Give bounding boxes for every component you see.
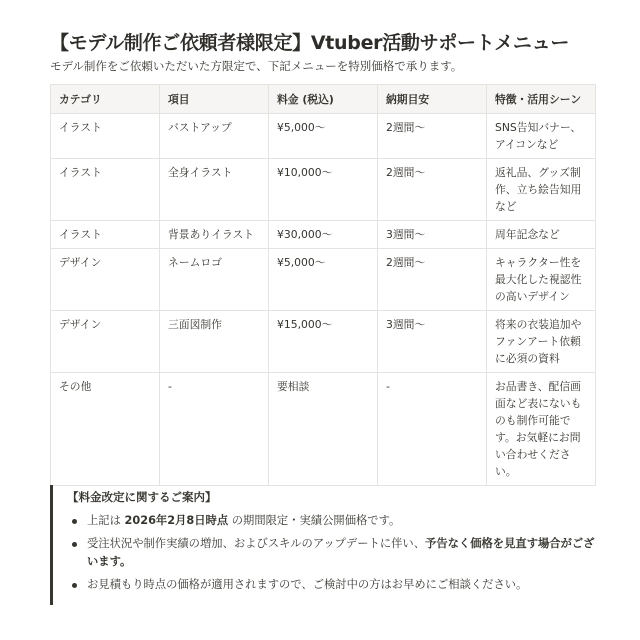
cell-delivery: 3週間〜	[378, 311, 487, 373]
cell-category: イラスト	[51, 221, 160, 249]
header-price: 料金 (税込)	[269, 85, 378, 114]
notice-item-emphasis: 予告なく価格を見直す場合がございます。	[87, 537, 595, 568]
bullet-icon	[72, 542, 77, 547]
cell-delivery: 2週間〜	[378, 114, 487, 159]
cell-price: ¥5,000〜	[269, 249, 378, 311]
cell-features: 将来の衣装追加やファンアート依頼に必須の資料	[487, 311, 596, 373]
notice-item-text: 上記は	[87, 514, 125, 527]
price-revision-notice	[50, 485, 595, 605]
cell-category: イラスト	[51, 114, 160, 159]
cell-delivery: -	[378, 373, 487, 486]
table-row	[51, 221, 596, 249]
bullet-icon	[72, 583, 77, 588]
table-row	[51, 311, 596, 373]
notice-list	[67, 512, 595, 594]
notice-item	[67, 535, 595, 571]
cell-item: -	[160, 373, 269, 486]
notice-item	[67, 576, 595, 594]
cell-item: 三面図制作	[160, 311, 269, 373]
cell-price: 要相談	[269, 373, 378, 486]
cell-price: ¥30,000〜	[269, 221, 378, 249]
cell-item: 背景ありイラスト	[160, 221, 269, 249]
cell-delivery: 2週間〜	[378, 249, 487, 311]
cell-features: キャラクター性を最大化した視認性の高いデザイン	[487, 249, 596, 311]
cell-features: 周年記念など	[487, 221, 596, 249]
cell-item: ネームロゴ	[160, 249, 269, 311]
cell-item: 全身イラスト	[160, 159, 269, 221]
bullet-icon	[72, 519, 77, 524]
notice-item-text: お見積もり時点の価格が適用されますので、ご検討中の方はお早めにご相談ください。	[87, 578, 528, 591]
intro-text: モデル制作をご依頼いただいた方限定で、下記メニューを特別価格で承ります。	[50, 59, 463, 73]
cell-price: ¥10,000〜	[269, 159, 378, 221]
cell-category: その他	[51, 373, 160, 486]
cell-category: イラスト	[51, 159, 160, 221]
header-features: 特徴・活用シーン	[487, 85, 596, 114]
cell-item: バストアップ	[160, 114, 269, 159]
notice-item-text: 受注状況や制作実績の増加、およびスキルのアップデートに伴い、	[87, 537, 426, 550]
header-item: 項目	[160, 85, 269, 114]
table-row	[51, 373, 596, 486]
table-header-row	[51, 85, 596, 114]
table-row	[51, 159, 596, 221]
table-row	[51, 249, 596, 311]
header-category: カテゴリ	[51, 85, 160, 114]
price-table	[50, 84, 596, 486]
cell-delivery: 3週間〜	[378, 221, 487, 249]
notice-item-text: の期間限定・実績公開価格です。	[228, 514, 401, 527]
cell-category: デザイン	[51, 249, 160, 311]
cell-price: ¥5,000〜	[269, 114, 378, 159]
header-delivery: 納期目安	[378, 85, 487, 114]
cell-category: デザイン	[51, 311, 160, 373]
cell-features: お品書き、配信画面など表にないものも制作可能です。お気軽にお問い合わせください。	[487, 373, 596, 486]
cell-features: 返礼品、グッズ制作、立ち絵告知用など	[487, 159, 596, 221]
notice-item-emphasis: 2026年2月8日時点	[124, 514, 229, 527]
notice-item	[67, 512, 595, 530]
page-title: 【モデル制作ご依頼者様限定】Vtuber活動サポートメニュー	[50, 32, 570, 54]
notice-title: 【料金改定に関するご案内】	[67, 490, 217, 504]
table-row	[51, 114, 596, 159]
cell-price: ¥15,000〜	[269, 311, 378, 373]
cell-delivery: 2週間〜	[378, 159, 487, 221]
cell-features: SNS告知バナー、アイコンなど	[487, 114, 596, 159]
